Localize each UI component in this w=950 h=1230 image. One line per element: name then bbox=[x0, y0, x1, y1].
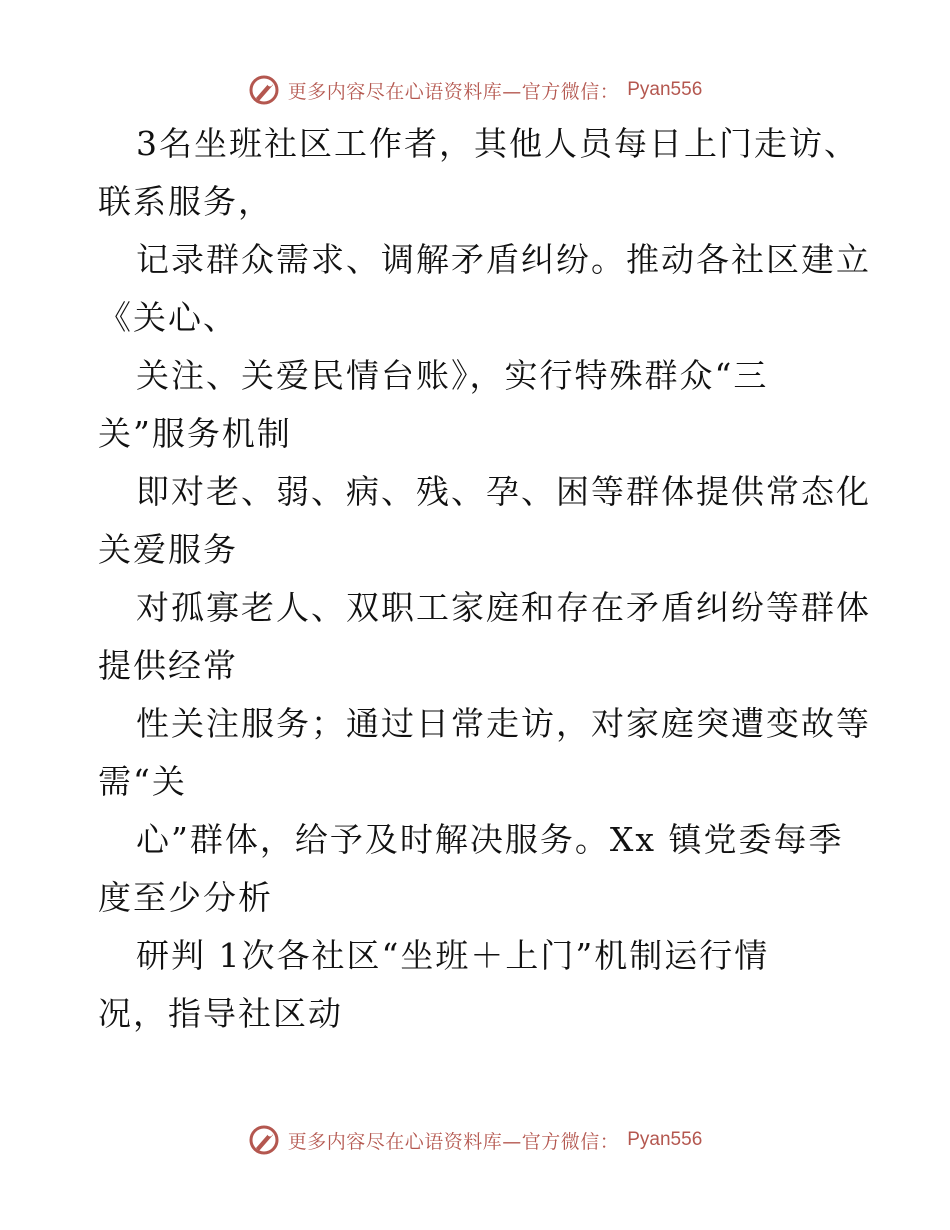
watermark-text: 更多内容尽在心语资料库—官方微信： bbox=[287, 1130, 620, 1153]
footer-watermark bbox=[0, 1120, 950, 1160]
pen-logo-icon bbox=[248, 74, 280, 106]
watermark-wechat-id: Pyan556 bbox=[627, 1129, 703, 1150]
watermark-text: 更多内容尽在心语资料库—官方微信： bbox=[287, 80, 620, 103]
header-watermark bbox=[0, 70, 950, 110]
text-line: 关”服务机制 bbox=[98, 414, 292, 453]
text-line: 对孤寡老人、双职工家庭和存在矛盾纠纷等群体 bbox=[136, 588, 871, 627]
text-line: 《关心、 bbox=[98, 298, 238, 337]
text-line: 况，指导社区动 bbox=[98, 994, 343, 1033]
text-line: 提供经常 bbox=[98, 646, 238, 685]
text-line: 即对老、弱、病、残、孕、困等群体提供常态化 bbox=[136, 472, 871, 511]
text-line: 研判 1次各社区“坐班＋上门”机制运行情 bbox=[136, 936, 770, 975]
text-line: 需“关 bbox=[98, 762, 187, 801]
text-line: 记录群众需求、调解矛盾纠纷。推动各社区建立 bbox=[136, 240, 871, 279]
pen-logo-icon bbox=[248, 1124, 280, 1156]
text-line: 3名坐班社区工作者，其他人员每日上门走访、 bbox=[136, 124, 859, 163]
text-line: 关注、关爱民情台账》，实行特殊群众“三 bbox=[136, 356, 769, 395]
watermark-wechat-id: Pyan556 bbox=[627, 79, 703, 100]
text-line: 性关注服务；通过日常走访，对家庭突遭变故等 bbox=[136, 704, 871, 743]
text-line: 心”群体，给予及时解决服务。Xx 镇党委每季 bbox=[136, 820, 844, 859]
text-line: 关爱服务 bbox=[98, 530, 238, 569]
text-line: 联系服务， bbox=[98, 182, 273, 221]
text-line: 度至少分析 bbox=[98, 878, 273, 917]
